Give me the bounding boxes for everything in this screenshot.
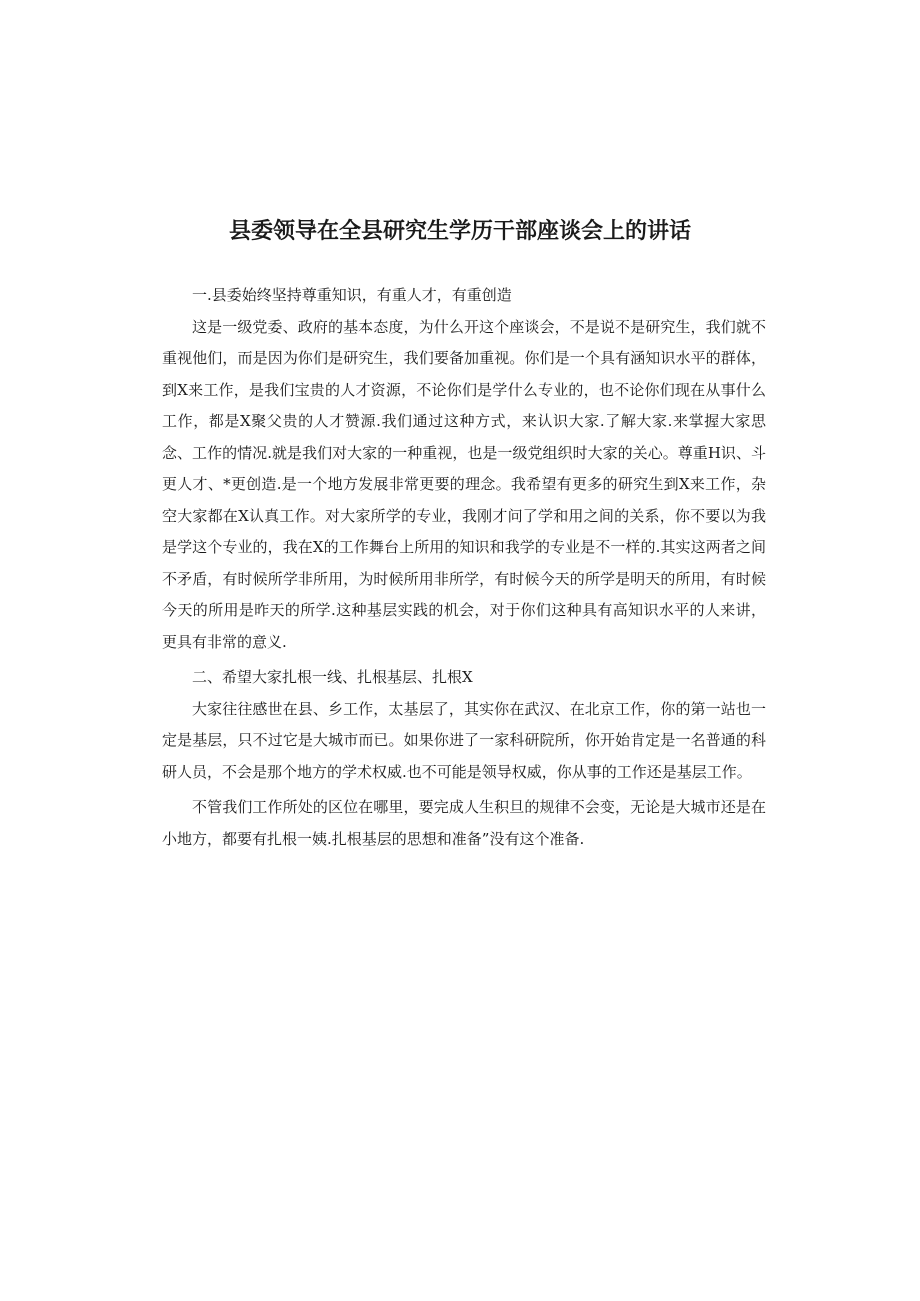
section-2-paragraph-1: 大家往往感世在县、乡工作，太基层了，其实你在武汉、在北京工作，你的第一站也一定是基层，只不过它是大城市而已。如果你进了一家科研院所，你开始肯定是一名普通的科研人员，不会是那个地方的学术权威.也不可能是领导权威，你从事的工作还是基层工作。 (162, 699, 766, 781)
section-1-heading: 一.县委始终坚持尊重知识，有重人才，有重创造 (192, 286, 512, 304)
section-2-paragraph-2: 不管我们工作所处的区位在哪里，要完成人生积旦的规律不会变，无论是大城市还是在小地方，都要有扎根一姨.扎根基层的思想和准备”没有这个准备. (162, 798, 766, 848)
section-2-heading: 二、希望大家扎根一线、扎根基层、扎根X (192, 668, 473, 686)
document-body (162, 280, 766, 855)
section-1-paragraph: 这是一级党委、政府的基本态度，为什么开这个座谈会，不是说不是研究生，我们就不重视他们，而是因为你们是研究生，我们要备加重视。你们是一个具有涵知识水平的群体，到X来工作，是我们宝贵的人才资源，不论你们是学什么专业的，也不论你们现在从事什么工作，都是X聚父贵的人才赞源.我们通过这种方式，来认识大家.了解大家.来掌握大家思念、工作的情况.就是我们对大家的一种重视，也是一级党组织时大家的关心。尊重H识、斗更人才、*更创造.是一个地方发展非常更要的理念。我希望有更多的研究生到X来工作，杂空大家都在X认真工作。对大家所学的专业，我刚才问了学和用之间的关系，你不要以为我是学这个专业的，我在X的工作舞台上所用的知识和我学的专业是不一样的.其实这两者之间不矛盾，有时候所学非所用，为时候所用非所学，有时候今天的所学是明天的所用，有时候今天的所用是昨天的所学.这种基层实践的机会，对于你们这种具有高知识水平的人来讲，更具有非常的意义. (162, 317, 766, 651)
document-title: 县委领导在全县研究生学历干部座谈会上的讲话 (228, 219, 691, 244)
